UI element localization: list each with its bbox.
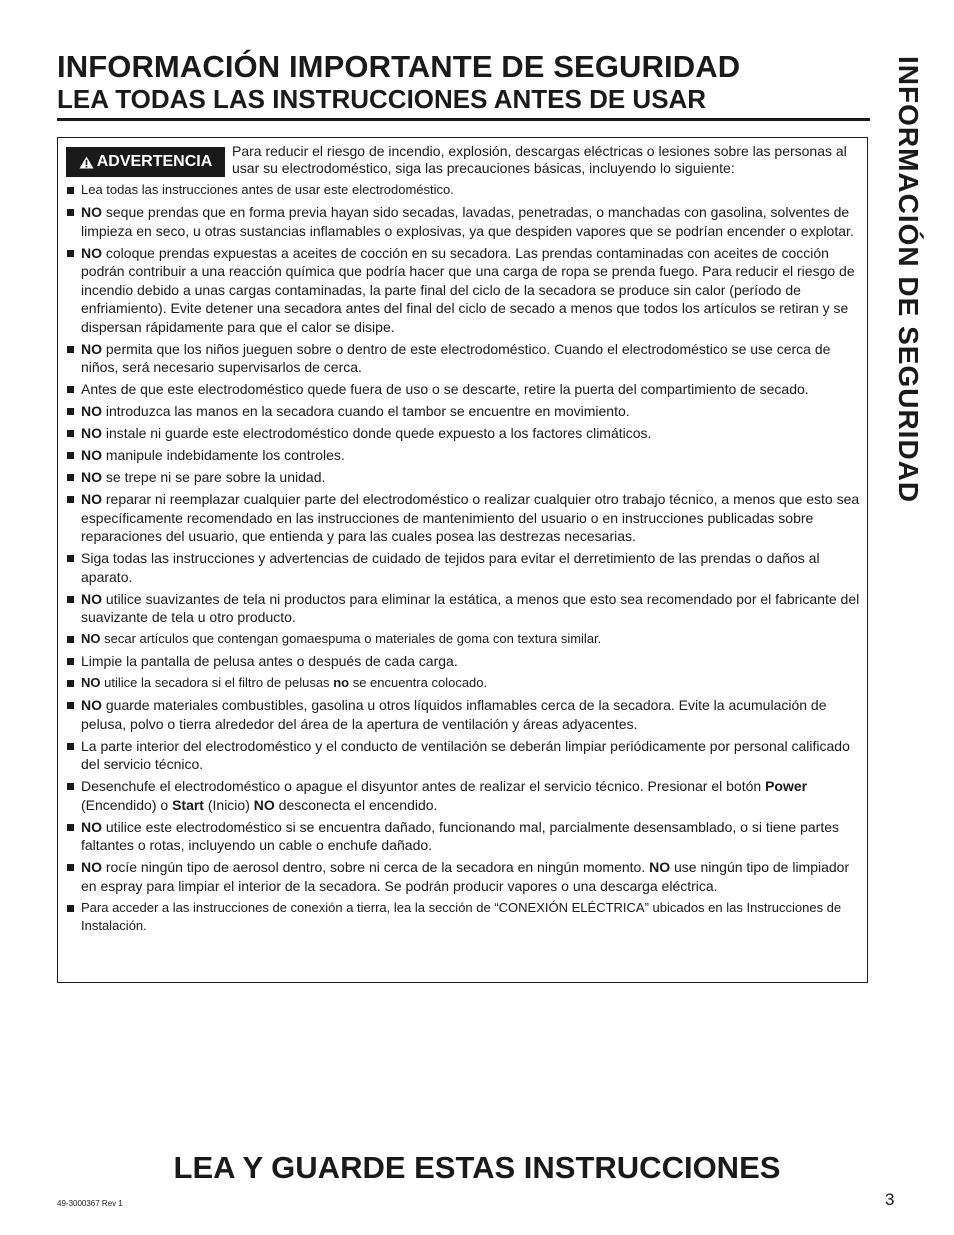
- list-item: NO rocíe ningún tipo de aerosol dentro, sobre ni cerca de la secadora en ningún momento. NO use ningún tipo de limpiador en espray para limpiar el interior de la secadora. Se podrán producir vapores o una descarga eléctrica.: [66, 858, 860, 895]
- warning-badge-label: ADVERTENCIA: [96, 153, 213, 170]
- safety-box: [57, 137, 868, 983]
- warning-triangle-icon: [79, 156, 94, 169]
- page-title: INFORMACIÓN IMPORTANTE DE SEGURIDAD: [57, 49, 741, 84]
- list-item: NO manipule indebidamente los controles.: [66, 446, 860, 465]
- safety-list: [66, 181, 860, 939]
- bullet-icon: [67, 783, 74, 790]
- bullet-icon: [67, 386, 74, 393]
- bullet-icon: [67, 636, 74, 643]
- bullet-icon: [67, 474, 74, 481]
- list-item: NO instale ni guarde este electrodoméstico donde quede expuesto a los factores climáticos.: [66, 424, 860, 443]
- bullet-icon: [67, 452, 74, 459]
- bullet-icon: [67, 496, 74, 503]
- warning-intro-text: Para reducir el riesgo de incendio, explosión, descargas eléctricas o lesiones sobre las personas al usar su electrodoméstico, siga las precauciones básicas, incluyendo lo siguiente:: [232, 143, 847, 176]
- list-item: Lea todas las instrucciones antes de usar este electrodoméstico.: [66, 181, 860, 200]
- list-item: NO permita que los niños jueguen sobre o dentro de este electrodoméstico. Cuando el electrodoméstico se use cerca de niños, será necesario supervisarlos de cerca.: [66, 340, 860, 377]
- bullet-icon: [67, 680, 74, 687]
- bullet-icon: [67, 743, 74, 750]
- list-item: NO utilice la secadora si el filtro de pelusas no se encuentra colocado.: [66, 674, 860, 693]
- list-item: NO utilice este electrodoméstico si se encuentra dañado, funcionando mal, parcialmente desensamblado, o si tiene partes faltantes o rotas, incluyendo un cable o enchufe dañado.: [66, 818, 860, 855]
- list-item: Siga todas las instrucciones y advertencias de cuidado de tejidos para evitar el derretimiento de las prendas o daños al aparato.: [66, 549, 860, 586]
- page-number: 3: [885, 1190, 895, 1209]
- bullet-icon: [67, 658, 74, 665]
- bullet-icon: [67, 209, 74, 216]
- bullet-icon: [67, 346, 74, 353]
- list-item: NO secar artículos que contengan gomaespuma o materiales de goma con textura similar.: [66, 630, 860, 649]
- list-item: NO coloque prendas expuestas a aceites de cocción en su secadora. Las prendas contaminadas con aceites de cocción podrán contribuir a una reacción química que podría hacer que una carga de ropa se prenda fuego. Para reducir el riesgo de incendio debido a unas cargas contaminadas, la parte final del ciclo de la secadora se produce sin calor (período de enfriamiento). Evite detener una secadora antes del final del ciclo de secado a menos que todos los artículos se retiran y se dispersan rápidamente para que el calor se disipe.: [66, 244, 860, 337]
- bullet-icon: [67, 408, 74, 415]
- warning-badge: [66, 147, 225, 177]
- bullet-icon: [67, 824, 74, 831]
- list-item: Para acceder a las instrucciones de conexión a tierra, lea la sección de “CONEXIÓN ELÉCTRICA” ubicados en las Instrucciones de Instalación.: [66, 899, 860, 936]
- bullet-icon: [67, 430, 74, 437]
- list-item: La parte interior del electrodoméstico y el conducto de ventilación se deberán limpiar periódicamente por personal calificado del servicio técnico.: [66, 737, 860, 774]
- bullet-icon: [67, 187, 74, 194]
- side-tab-label: INFORMACIÓN DE SEGURIDAD: [893, 56, 924, 504]
- page-subtitle: LEA TODAS LAS INSTRUCCIONES ANTES DE USAR: [57, 84, 707, 114]
- bullet-icon: [67, 864, 74, 871]
- list-item: Antes de que este electrodoméstico quede fuera de uso o se descarte, retire la puerta del compartimiento de secado.: [66, 380, 860, 399]
- bullet-icon: [67, 596, 74, 603]
- list-item: NO se trepe ni se pare sobre la unidad.: [66, 468, 860, 487]
- list-item: Limpie la pantalla de pelusa antes o después de cada carga.: [66, 652, 860, 671]
- title-divider: [57, 118, 870, 121]
- list-item: NO utilice suavizantes de tela ni productos para eliminar la estática, a menos que esto sea recomendado por el fabricante del suavizante de tela u otro producto.: [66, 590, 860, 627]
- bullet-icon: [67, 555, 74, 562]
- list-item: NO reparar ni reemplazar cualquier parte del electrodoméstico o realizar cualquier otro trabajo técnico, a menos que esto sea específicamente recomendado en las instrucciones de mantenimiento del usuario o en instrucciones publicadas sobre reparaciones del usuario, que entienda y para las cuales posea las destrezas necesarias.: [66, 490, 860, 546]
- list-item: NO guarde materiales combustibles, gasolina u otros líquidos inflamables cerca de la secadora. Evite la acumulación de pelusa, polvo o tierra alrededor del área de la apertura de ventilación y áreas adyacentes.: [66, 696, 860, 733]
- document-number: 49-3000367 Rev 1: [57, 1199, 123, 1208]
- footer-title: LEA Y GUARDE ESTAS INSTRUCCIONES: [173, 1150, 781, 1185]
- bullet-icon: [67, 702, 74, 709]
- list-item: Desenchufe el electrodoméstico o apague el disyuntor antes de realizar el servicio técnico. Presionar el botón Power (Encendido) o Start (Inicio) NO desconecta el encendido.: [66, 777, 860, 814]
- bullet-icon: [67, 905, 74, 912]
- list-item: NO introduzca las manos en la secadora cuando el tambor se encuentre en movimiento.: [66, 402, 860, 421]
- bullet-icon: [67, 250, 74, 257]
- list-item: NO seque prendas que en forma previa hayan sido secadas, lavadas, penetradas, o manchadas con gasolina, solventes de limpieza en seco, u otras sustancias inflamables o explosivas, ya que despiden vapores que se podrían encender o explotar.: [66, 203, 860, 240]
